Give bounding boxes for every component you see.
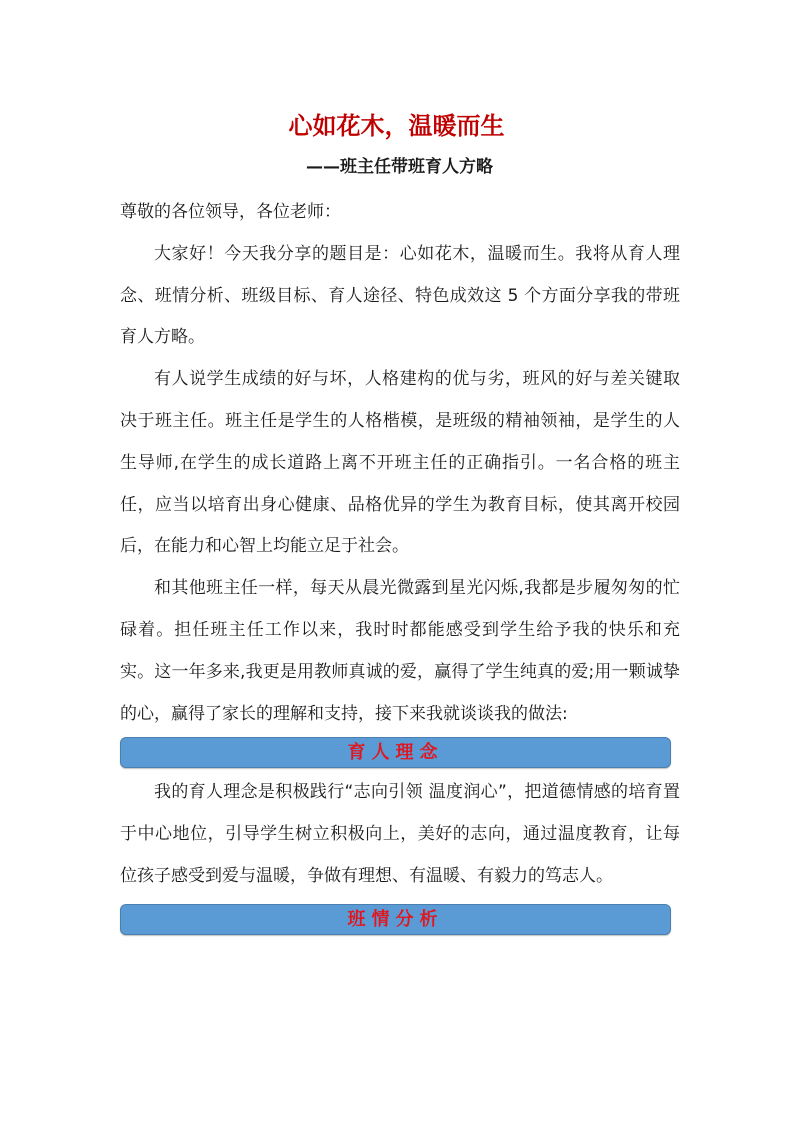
paragraph: 有人说学生成绩的好与坏，人格建构的优与劣，班风的好与差关键取决于班主任。班主任是学生的人格楷模，是班级的精袖领袖，是学生的人生导师,在学生的成长道路上离不开班主任的正确指引。一名合格的班主任，应当以培育出身心健康、品格优异的学生为教育目标，使其离开校园后，在能力和心智上均能立足于社会。 — [120, 369, 680, 557]
document-subtitle: ——班主任带班育人方略 — [306, 157, 493, 177]
document-title: 心如花木，温暖而生 — [288, 112, 505, 140]
section-heading: 班情分析 — [347, 908, 444, 930]
document-body — [120, 192, 680, 939]
section-heading-bar — [120, 737, 671, 768]
paragraph: 我的育人理念是积极践行“志向引领 温度润心”，把道德情感的培育置于中心地位，引导学生树立积极向上，美好的志向，通过温度教育，让每位孩子感受到爱与温暖，争做有理想、有温暖、有毅力的笃志人。 — [120, 782, 680, 886]
section-heading: 育人理念 — [347, 742, 444, 764]
paragraph: 和其他班主任一样，每天从晨光微露到星光闪烁,我都是步履匆匆的忙碌着。担任班主任工作以来，我时时都能感受到学生给予我的快乐和充实。这一年多来,我更是用教师真诚的爱，赢得了学生纯真的爱;用一颗诚挚的心，赢得了家长的理解和支持，接下来我就谈谈我的做法: — [120, 578, 680, 724]
section-heading-bar — [120, 904, 671, 935]
greeting: 尊敬的各位领导，各位老师： — [120, 202, 341, 222]
paragraph: 大家好！今天我分享的题目是：心如花木，温暖而生。我将从育人理念、班情分析、班级目标、育人途径、特色成效这 5 个方面分享我的带班育人方略。 — [120, 243, 680, 348]
